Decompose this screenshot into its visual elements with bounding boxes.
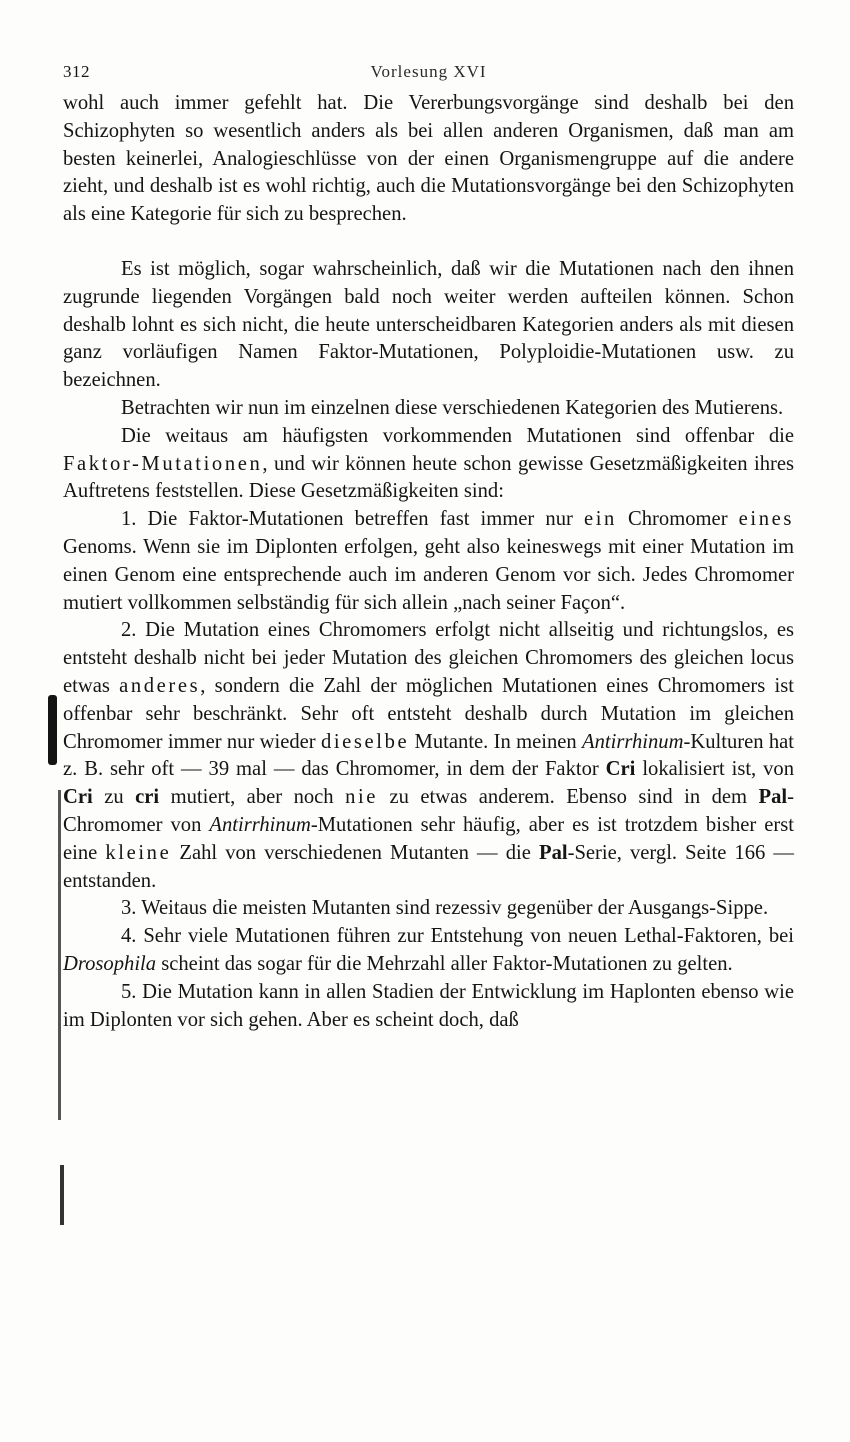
rule-5: 5. Die Mutation kann in allen Stadien der Entwicklung im Haplonten ebenso wie im Diplonten vor sich gehen. Aber es scheint doch, daß	[63, 980, 794, 1031]
rule-2: 2. Die Mutation eines Chromomers erfolgt nicht allseitig und richtungslos, es entsteht deshalb nicht bei jeder Mutation des gleichen Chromomers des gleichen locus etwas anderes, sondern die Zahl der möglichen Mutationen eines Chromomers ist offenbar sehr beschränkt. Sehr oft entsteht deshalb durch Mutation im gleichen Chromomer immer nur wieder dieselbe Mutante. In meinen Antirrhinum-Kulturen hat z. B. sehr oft — 39 mal — das Chromomer, in dem der Faktor Cri lokalisiert ist, von Cri zu cri mutiert, aber noch nie zu etwas anderem. Ebenso sind in dem Pal-Chromomer von Antirrhinum-Mutationen sehr häufig, aber es ist trotzdem bisher erst eine kleine Zahl von verschiedenen Mutanten — die Pal-Serie, vergl. Seite 166 — entstanden.	[63, 619, 795, 892]
spaced-emphasis: dieselbe	[320, 730, 410, 753]
page-number: 312	[63, 62, 90, 81]
paragraph-3: Betrachten wir nun im einzelnen diese verschiedenen Kategorien des Mutierens.	[121, 396, 784, 419]
spaced-emphasis: kleine	[105, 841, 172, 864]
paragraph-2: Es ist möglich, sogar wahrscheinlich, daß wir die Mutationen nach den ihnen zugrunde liegenden Vorgängen bald noch weiter werden aufteilen können. Schon deshalb lohnt es sich nicht, die heute unterscheidbaren Kategorien anders als mit diesen ganz vorläufigen Namen Faktor-Mutationen, Polyploidie-Mutationen usw. zu bezeichnen.	[63, 257, 794, 392]
rule-3: 3. Weitaus die meisten Mutanten sind rezessiv gegenüber der Ausgangs-Sippe.	[121, 897, 769, 920]
paragraph-4: Die weitaus am häufigsten vorkommenden Mutationen sind offenbar die Faktor-Mutationen, und wir können heute schon gewisse Gesetzmäßigkeiten ihres Auftretens feststellen. Diese Gesetzmäßigkeiten sind:	[63, 424, 794, 503]
spaced-term: Faktor-Mutationen	[63, 452, 263, 475]
genus-name: Antirrhinum	[209, 813, 311, 836]
factor-symbol: Cri	[605, 758, 636, 781]
margin-pen-line	[58, 790, 61, 1120]
genus-name: Antirrhinum	[582, 730, 684, 753]
spaced-emphasis: anderes	[119, 674, 201, 697]
spaced-emphasis: eines	[738, 508, 794, 531]
spaced-emphasis: ein	[583, 508, 617, 531]
body-text	[63, 90, 794, 1034]
running-head: Vorlesung XVI	[370, 62, 487, 81]
factor-symbol: cri	[135, 786, 160, 809]
book-page	[63, 60, 794, 1034]
paragraph-1: wohl auch immer gefehlt hat. Die Vererbungsvorgänge sind deshalb bei den Schizophyten so wesentlich anders als bei allen anderen Organismen, daß man am besten keinerlei, Analogieschlüsse von der einen Organismengruppe auf die andere zieht, und deshalb ist es wohl richtig, auch die Mutationsvorgänge bei den Schizophyten als eine Kategorie für sich zu besprechen.	[63, 92, 794, 226]
margin-pen-line-lower	[60, 1165, 64, 1225]
spaced-emphasis: nie	[345, 786, 379, 809]
rule-1: 1. Die Faktor-Mutationen betreffen fast immer nur ein Chromomer eines Genoms. Wenn sie im Diplonten erfolgen, geht also keineswegs mit einer Mutation im einen Genom eine entsprechende auch im anderen Genom vor sich. Jedes Chromomer mutiert vollkommen selbständig für sich allein „nach seiner Façon“.	[63, 508, 794, 614]
factor-symbol: Cri	[63, 786, 93, 809]
factor-symbol: Pal	[758, 786, 788, 809]
rule-4: 4. Sehr viele Mutationen führen zur Entstehung von neuen Lethal-Faktoren, bei Drosophila scheint das sogar für die Mehrzahl aller Faktor-Mutationen zu gelten.	[63, 925, 794, 975]
genus-name: Drosophila	[63, 952, 157, 975]
page-header	[63, 60, 794, 90]
margin-pen-mark	[48, 695, 57, 765]
factor-symbol: Pal	[538, 841, 568, 864]
